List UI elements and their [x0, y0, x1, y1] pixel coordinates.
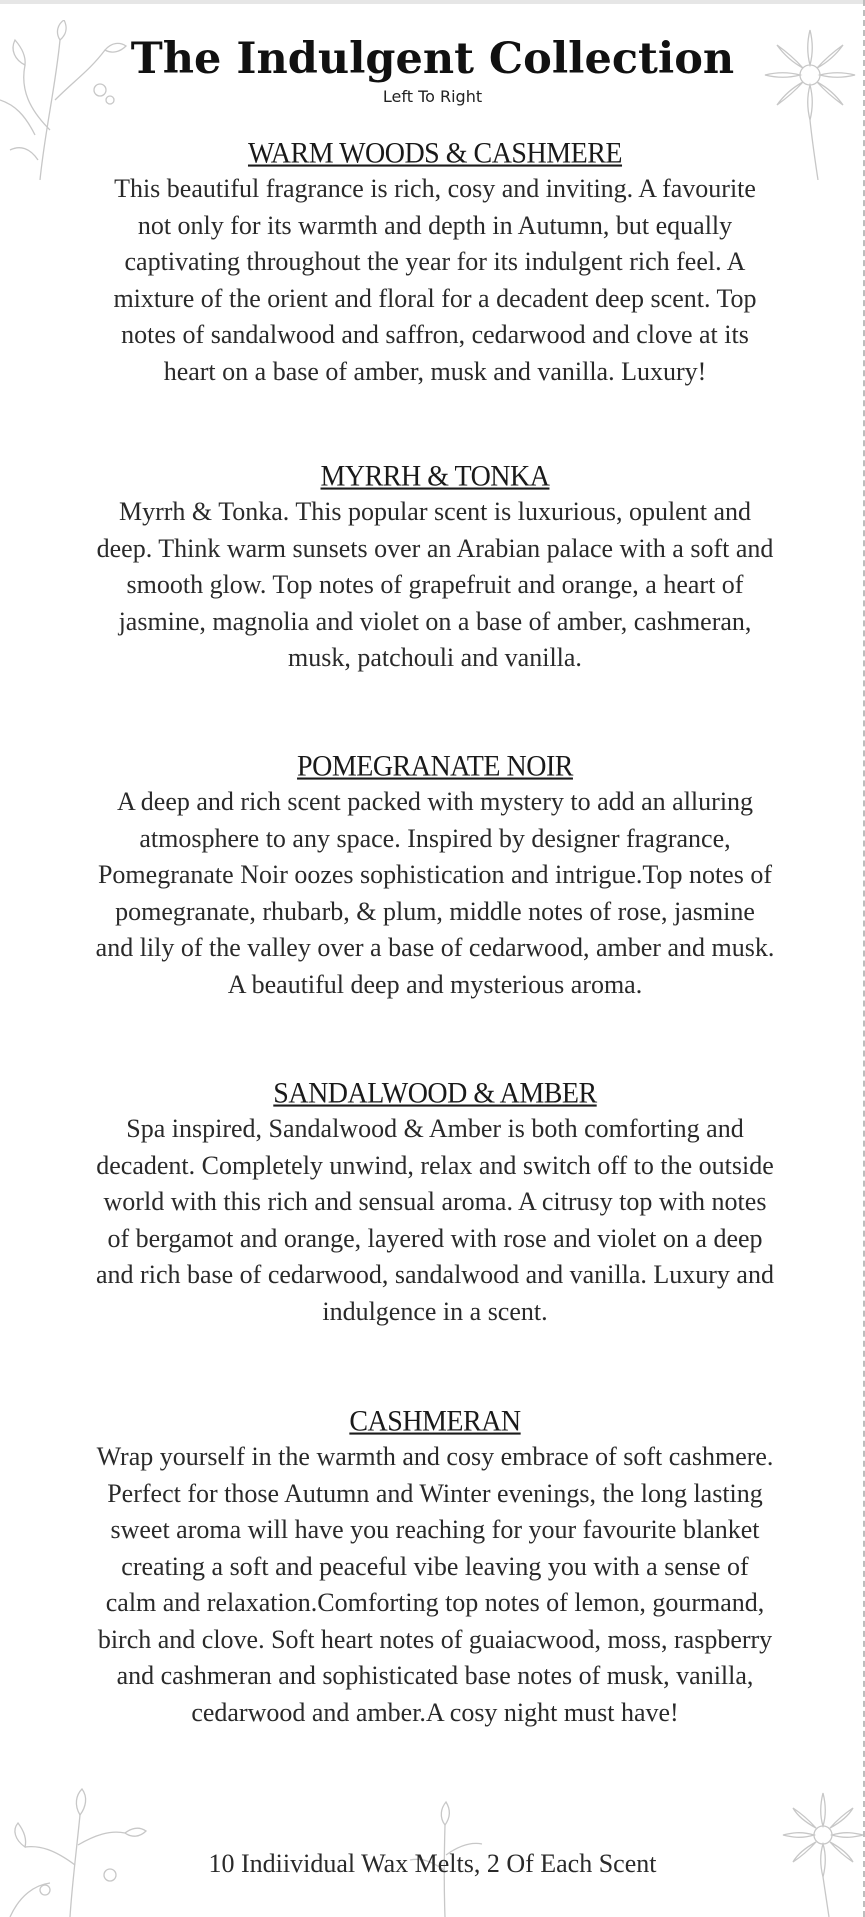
- scent-section-myrrh-tonka: [95, 460, 775, 677]
- page-title: The Indulgent Collection: [130, 34, 735, 84]
- scent-description: Spa inspired, Sandalwood & Amber is both comforting and decadent. Completely unwind, relax and switch off to the outside world with this rich and sensual aroma. A citrusy top with notes of bergamot and orange, layered with rose and violet on a deep and rich base of cedarwood, sandalwood and vanilla. Luxury and indulgence in a scent.: [96, 1114, 774, 1326]
- scent-section-pomegranate-noir: [95, 750, 775, 1003]
- page-subtitle: Left To Right: [382, 87, 483, 106]
- scent-heading: SANDALWOOD & AMBER: [273, 1077, 597, 1110]
- scent-description: Wrap yourself in the warmth and cosy embrace of soft cashmere. Perfect for those Autumn and Winter evenings, the long lasting sweet aroma will have you reaching for your favourite blanket creating a soft and peaceful vibe leaving you with a sense of calm and relaxation.Comforting top notes of lemon, gourmand, birch and clove. Soft heart notes of guaiacwood, moss, raspberry and cashmeran and sophisticated base notes of musk, vanilla, cedarwood and amber.A cosy night must have!: [96, 1442, 774, 1727]
- top-edge: [0, 0, 865, 4]
- scent-heading: WARM WOODS & CASHMERE: [247, 137, 623, 170]
- scent-heading: CASHMERAN: [349, 1405, 521, 1438]
- scent-description: This beautiful fragrance is rich, cosy and inviting. A favourite not only for its warmth and depth in Autumn, but equally captivating throughout the year for its indulgent rich feel. A mixture of the orient and floral for a decadent deep scent. Top notes of sandalwood and saffron, cedarwood and clove at its heart on a base of amber, musk and vanilla. Luxury!: [113, 174, 757, 386]
- scent-section-cashmeran: [95, 1405, 775, 1731]
- scent-heading: POMEGRANATE NOIR: [297, 750, 573, 783]
- pack-contents-footer: 10 Indiividual Wax Melts, 2 Of Each Scent: [208, 1849, 657, 1878]
- scent-description: A deep and rich scent packed with mystery to add an alluring atmosphere to any space. Inspired by designer fragrance, Pomegranate Noir oozes sophistication and intrigue.Top notes of pomegranate, rhubarb, & plum, middle notes of rose, jasmine and lily of the valley over a base of cedarwood, amber and musk. A beautiful deep and mysterious aroma.: [95, 787, 775, 999]
- scent-section-sandalwood-amber: [95, 1077, 775, 1330]
- scent-section-warm-woods: [95, 137, 775, 390]
- scent-heading: MYRRH & TONKA: [320, 460, 550, 493]
- scent-description: Myrrh & Tonka. This popular scent is luxurious, opulent and deep. Think warm sunsets over an Arabian palace with a soft and smooth glow. Top notes of grapefruit and orange, a heart of jasmine, magnolia and violet on a base of amber, cashmeran, musk, patchouli and vanilla.: [96, 497, 774, 672]
